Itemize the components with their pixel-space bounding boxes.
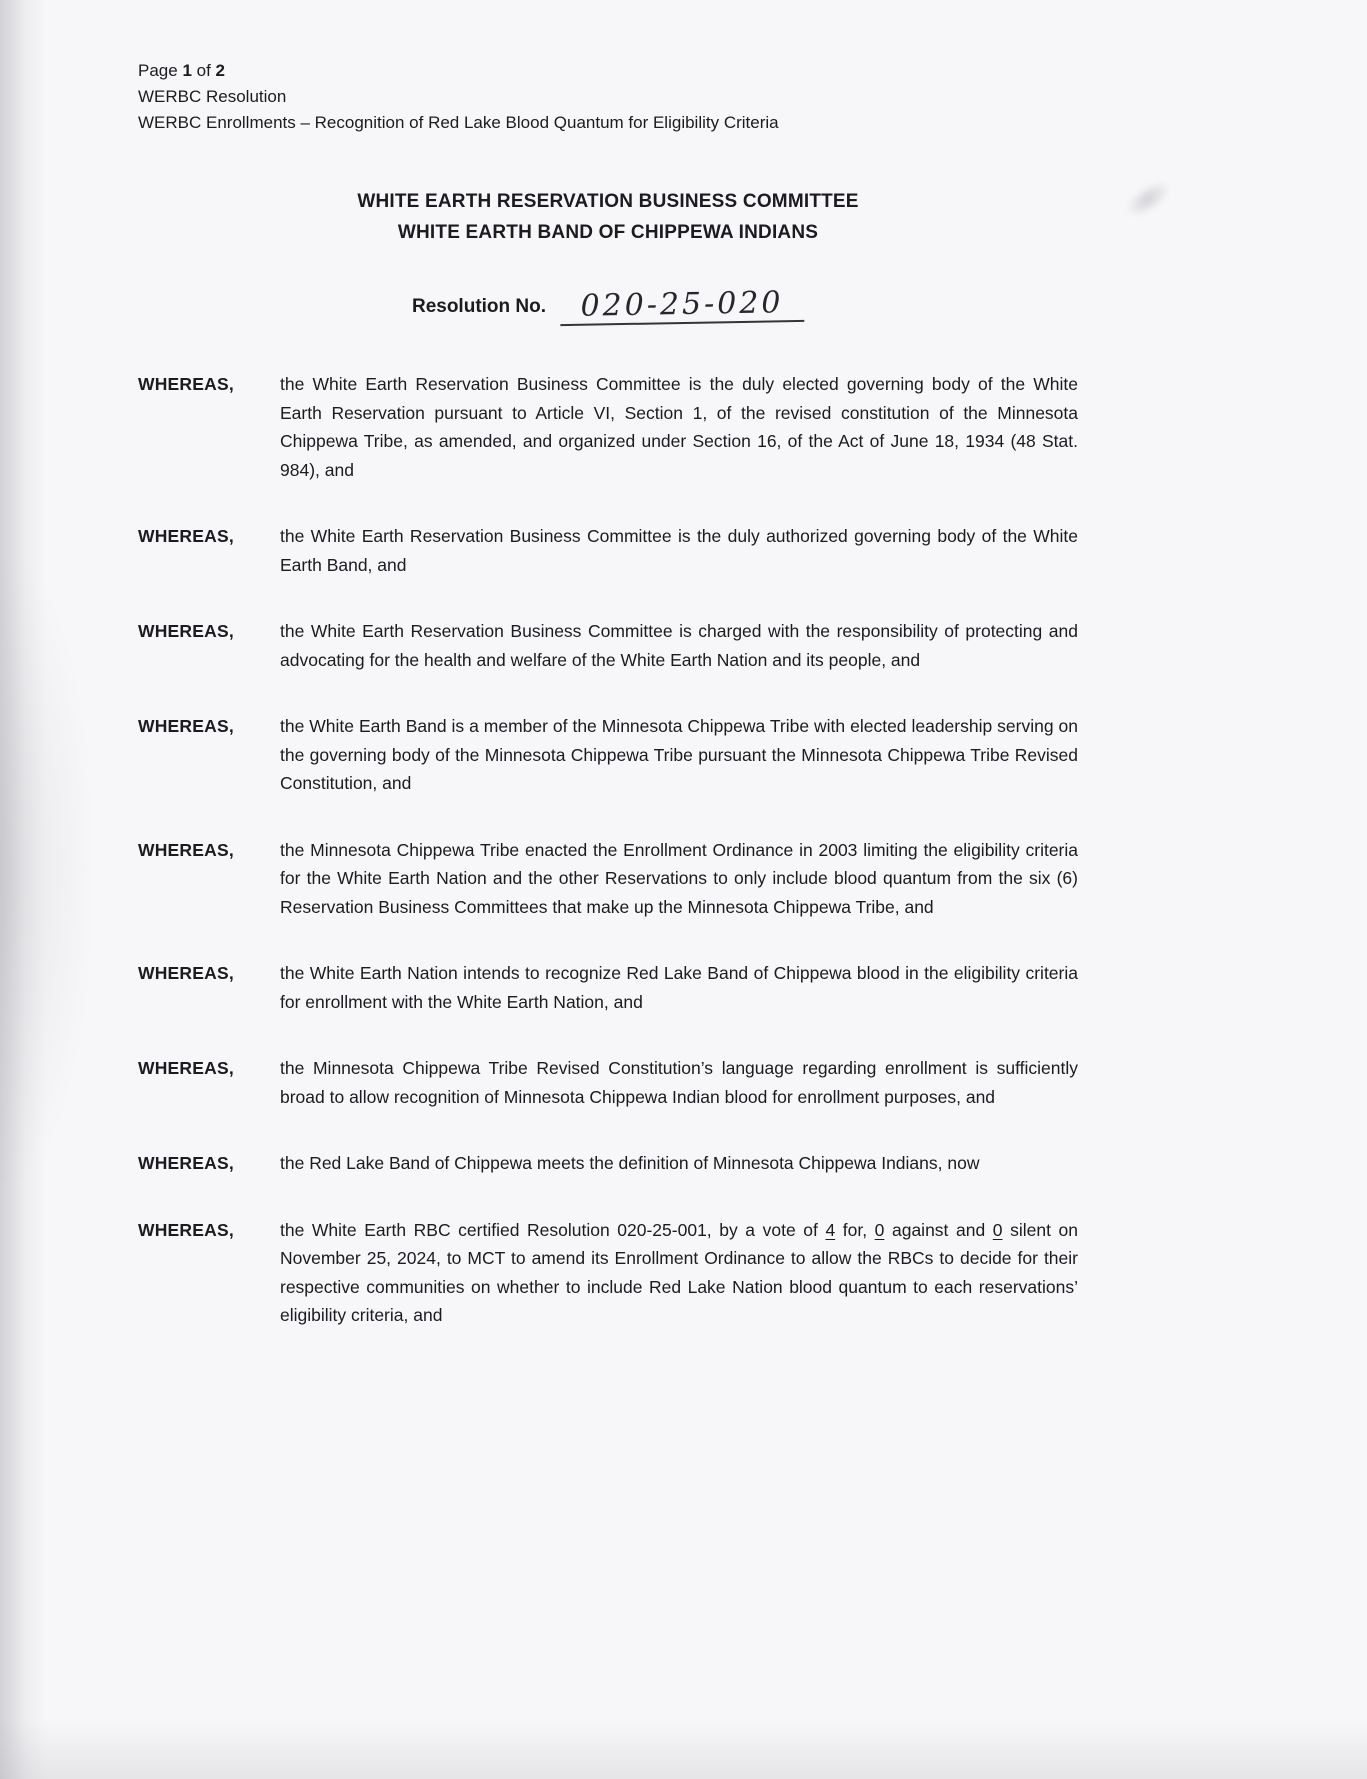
whereas-label: WHEREAS,: [138, 374, 234, 394]
resolution-number-handwritten: 020-25-020: [560, 286, 805, 326]
whereas-text: the Red Lake Band of Chippewa meets the definition of Minnesota Chippewa Indians, now: [280, 1153, 980, 1173]
header-topic-line: WERBC Enrollments – Recognition of Red Lake Blood Quantum for Eligibility Criteria: [138, 113, 779, 132]
whereas-label: WHEREAS,: [138, 621, 234, 641]
whereas-text: the White Earth Band is a member of the Minnesota Chippewa Tribe with elected leadership serving on the governing body of the Minnesota Chippewa Tribe pursuant the Minnesota Chippewa Tribe Revised Constitution, and: [280, 716, 1078, 793]
page-number-line: Page 1 of 2: [138, 61, 225, 80]
whereas-text: the White Earth Reservation Business Committee is the duly authorized governing body of the White Earth Band, and: [280, 526, 1078, 575]
resolution-number-label: Resolution No.: [411, 296, 547, 317]
whereas-clause-6: [138, 959, 1078, 1016]
whereas-label: WHEREAS,: [138, 839, 234, 860]
document-title-block: [138, 186, 1078, 248]
whereas-label: WHEREAS,: [138, 716, 234, 736]
header-subject-line: WERBC Resolution: [138, 87, 287, 106]
whereas-label: WHEREAS,: [138, 526, 234, 546]
whereas-label: WHEREAS,: [138, 1153, 234, 1173]
resolution-number-row: [138, 286, 1078, 324]
whereas-text: the Minnesota Chippewa Tribe enacted the Enrollment Ordinance in 2003 limiting the eligibility criteria for the White Earth Nation and the other Reservations to only include blood quantum from the six (6) Reservation Business Committees that make up the Minnesota Chippewa Tribe, and: [280, 839, 1078, 917]
whereas-label: WHEREAS,: [138, 1219, 234, 1240]
whereas-text: the White Earth Reservation Business Committee is charged with the responsibility of protecting and advocating for the health and welfare of the White Earth Nation and its people, and: [280, 621, 1078, 670]
whereas-label: WHEREAS,: [138, 1058, 234, 1078]
whereas-clause-1: [138, 370, 1078, 484]
whereas-clause-5: [138, 836, 1078, 922]
whereas-clause-4: [138, 712, 1078, 798]
scan-edge-shadow-bottom: [0, 1719, 1367, 1779]
whereas-text: the White Earth RBC certified Resolution 020-25-001, by a vote of 4 for, 0 against and 0 silent on November 25, 2024, to MCT to amend its Enrollment Ordinance to allow the RBCs to decide for their respective communities on whether to include Red Lake Nation blood quantum to each reservations’ eligibility criteria, and: [280, 1219, 1078, 1325]
whereas-text: the White Earth Reservation Business Committee is the duly elected governing body of the White Earth Reservation pursuant to Article VI, Section 1, of the revised constitution of the Minnesota Chippewa Tribe, as amended, and organized under Section 16, of the Act of June 18, 1934 (48 Stat. 984), and: [280, 374, 1078, 480]
whereas-clause-3: [138, 617, 1078, 674]
whereas-clause-2: [138, 522, 1078, 579]
whereas-text: the Minnesota Chippewa Tribe Revised Constitution’s language regarding enrollment is sufficiently broad to allow recognition of Minnesota Chippewa Indian blood for enrollment purposes, and: [280, 1058, 1078, 1107]
whereas-clause-9: [138, 1216, 1078, 1330]
resolution-body: [138, 370, 1078, 1330]
document-header: [138, 58, 1078, 136]
whereas-clause-7: [138, 1054, 1078, 1111]
whereas-text: the White Earth Nation intends to recognize Red Lake Band of Chippewa blood in the eligibility criteria for enrollment with the White Earth Nation, and: [280, 963, 1078, 1012]
whereas-clause-8: [138, 1149, 1078, 1178]
whereas-label: WHEREAS,: [138, 963, 234, 983]
document-subtitle: WHITE EARTH BAND OF CHIPPEWA INDIANS: [397, 222, 819, 243]
document-title: WHITE EARTH RESERVATION BUSINESS COMMITTEE: [357, 191, 859, 212]
